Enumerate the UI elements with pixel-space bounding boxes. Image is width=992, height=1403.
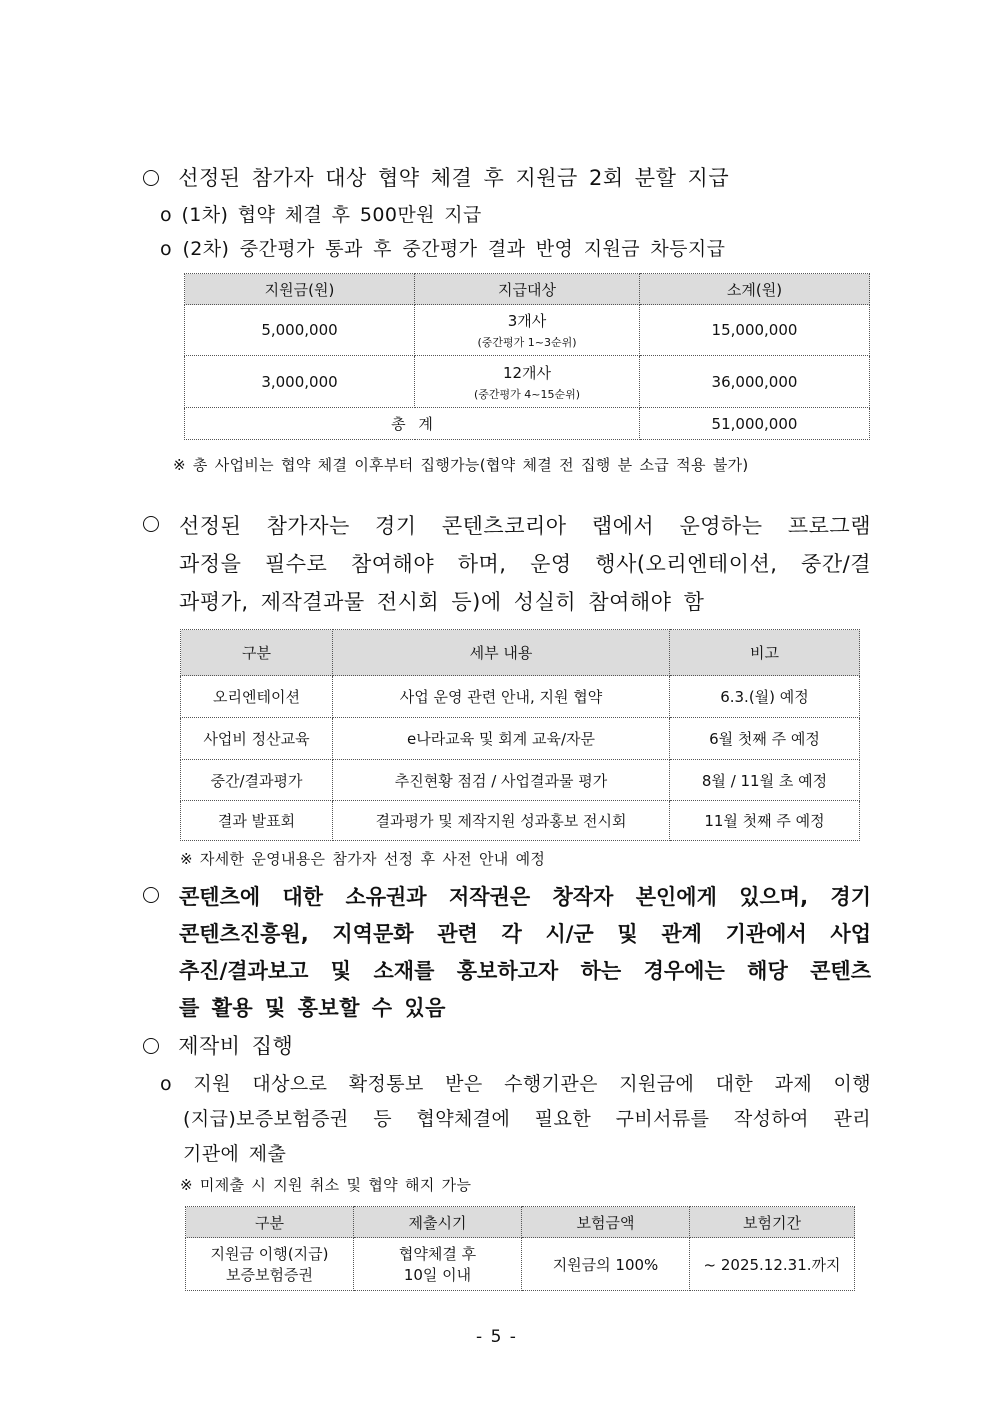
program-detail: 결과평가 및 제작지원 성과홍보 전시회 [333, 801, 670, 841]
program-detail: 추진현황 점검 / 사업결과물 평가 [333, 760, 670, 801]
sec4-title: 제작비 집행 [178, 1034, 294, 1058]
program-type: 사업비 정산교육 [181, 718, 333, 760]
sec2-line-3: 과평가, 제작결과물 전시회 등)에 성실히 참여해야 함 [179, 590, 705, 614]
payment-target-note: (중간평가 1~3순위) [477, 336, 577, 349]
sec1-item-1: o (1차) 협약 체결 후 500만원 지급 [160, 204, 482, 226]
payment-subtotal: 36,000,000 [640, 356, 870, 408]
payment-target [415, 356, 640, 408]
program-remark: 8월 / 11월 초 예정 [670, 760, 860, 801]
sec3-line-1: 콘텐츠에 대한 소유권과 저작권은 창작자 본인에게 있으며, 경기 [179, 885, 871, 909]
sec2-line-1: 선정된 참가자는 경기 콘텐츠코리아 랩에서 운영하는 프로그램 [179, 514, 871, 538]
insurance-time-line2: 10일 이내 [403, 1266, 472, 1284]
page-number: - 5 - [476, 1327, 516, 1347]
sec2-note: ※ 자세한 운영내용은 참가자 선정 후 사전 안내 예정 [180, 850, 546, 868]
payment-header-amount: 지원금(원) [185, 274, 415, 305]
table-row [181, 676, 860, 718]
program-remark: 6.3.(월) 예정 [670, 676, 860, 718]
program-header-remark: 비고 [670, 630, 860, 676]
sec4-item-line-1: o 지원 대상으로 확정통보 받은 수행기관은 지원금에 대한 과제 이행 [160, 1073, 871, 1095]
insurance-type-line2: 보증보험증권 [226, 1266, 313, 1284]
insurance-header-period: 보험기간 [690, 1207, 855, 1238]
table-row [186, 1238, 855, 1291]
insurance-header-time: 제출시기 [354, 1207, 522, 1238]
table-row [185, 356, 870, 408]
program-type: 중간/결과평가 [181, 760, 333, 801]
insurance-type [186, 1238, 354, 1291]
table-row [185, 305, 870, 356]
payment-amount: 5,000,000 [185, 305, 415, 356]
circle-bullet-icon [143, 170, 159, 186]
sec1-title-line [143, 162, 729, 192]
sec4-title-line [143, 1030, 293, 1060]
sec3-line-2: 콘텐츠진흥원, 지역문화 관련 각 시/군 및 관계 기관에서 사업 [179, 922, 871, 946]
program-detail: e나라교육 및 회계 교육/자문 [333, 718, 670, 760]
sec2-line-2: 과정을 필수로 참여해야 하며, 운영 행사(오리엔테이션, 중간/결 [179, 552, 871, 576]
table-total-row [185, 408, 870, 440]
circle-bullet-icon [143, 887, 159, 903]
program-type: 결과 발표회 [181, 801, 333, 841]
payment-target-count: 3개사 [507, 312, 547, 330]
insurance-time [354, 1238, 522, 1291]
sec4-item-line-2: (지급)보증보험증권 등 협약체결에 필요한 구비서류를 작성하여 관리 [183, 1108, 871, 1130]
program-remark: 11월 첫째 주 예정 [670, 801, 860, 841]
table-row [181, 718, 860, 760]
program-header-type: 구분 [181, 630, 333, 676]
sec1-note: ※ 총 사업비는 협약 체결 이후부터 집행가능(협약 체결 전 집행 분 소급 적용 불가) [173, 456, 749, 474]
payment-header-subtotal: 소계(원) [640, 274, 870, 305]
program-remark: 6월 첫째 주 예정 [670, 718, 860, 760]
table-row [181, 801, 860, 841]
payment-target-note: (중간평가 4~15순위) [473, 387, 581, 401]
circle-bullet-icon [143, 1038, 159, 1054]
payment-target [415, 305, 640, 356]
program-header-detail: 세부 내용 [333, 630, 670, 676]
insurance-header-amount: 보험금액 [522, 1207, 690, 1238]
sec4-item-line-3: 기관에 제출 [183, 1143, 287, 1165]
payment-header-target: 지급대상 [415, 274, 640, 305]
payment-total-value: 51,000,000 [640, 408, 870, 440]
sec1-title: 선정된 참가자 대상 협약 체결 후 지원금 2회 분할 지급 [178, 166, 730, 190]
table-row [181, 760, 860, 801]
insurance-period: ~ 2025.12.31.까지 [690, 1238, 855, 1291]
payment-total-label: 총 계 [185, 408, 640, 440]
payment-table [184, 273, 870, 440]
sec3-line-3: 추진/결과보고 및 소재를 홍보하고자 하는 경우에는 해당 콘텐츠 [179, 959, 871, 983]
circle-bullet-icon [143, 516, 159, 532]
program-table [180, 629, 860, 841]
payment-target-count: 12개사 [502, 363, 552, 382]
program-detail: 사업 운영 관련 안내, 지원 협약 [333, 676, 670, 718]
program-type: 오리엔테이션 [181, 676, 333, 718]
sec4-note: ※ 미제출 시 지원 취소 및 협약 해지 가능 [180, 1176, 472, 1194]
insurance-table [185, 1206, 855, 1291]
insurance-time-line1: 협약체결 후 [398, 1245, 477, 1263]
insurance-header-type: 구분 [186, 1207, 354, 1238]
insurance-amount: 지원금의 100% [522, 1238, 690, 1291]
payment-amount: 3,000,000 [185, 356, 415, 408]
sec1-item-2: o (2차) 중간평가 통과 후 중간평가 결과 반영 지원금 차등지급 [160, 238, 726, 260]
insurance-type-line1: 지원금 이행(지급) [210, 1245, 329, 1263]
sec3-line-4: 를 활용 및 홍보할 수 있음 [179, 996, 446, 1020]
payment-subtotal: 15,000,000 [640, 305, 870, 356]
